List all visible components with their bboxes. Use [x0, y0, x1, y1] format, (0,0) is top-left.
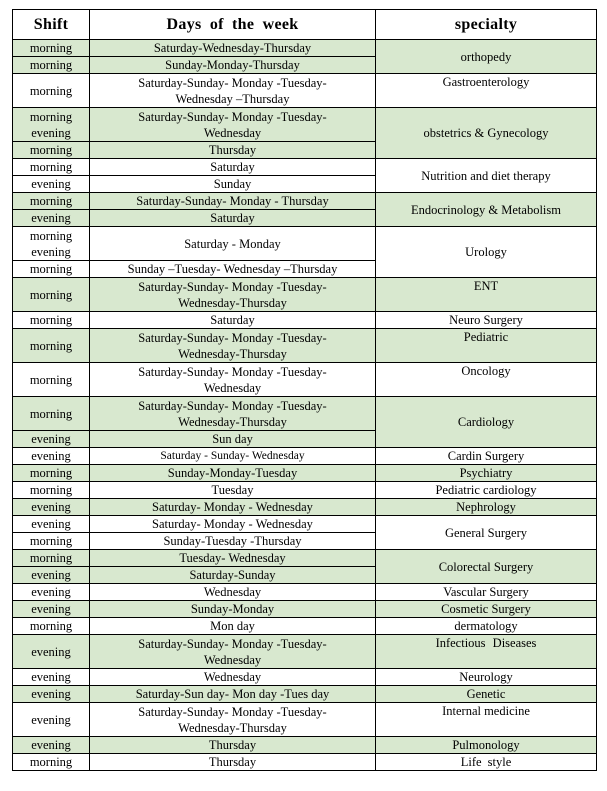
shift-cell: morning [13, 312, 90, 329]
shift-cell: morning [13, 261, 90, 278]
shift-cell: morning [13, 550, 90, 567]
days-cell: Saturday-Sunday- Monday - Thursday [90, 193, 376, 210]
table-row [13, 635, 597, 669]
specialty-cell: orthopedy [376, 40, 597, 74]
shift-cell: evening [13, 601, 90, 618]
days-cell: Sunday-Monday-Tuesday [90, 465, 376, 482]
days-cell: Saturday-Wednesday-Thursday [90, 40, 376, 57]
days-cell: Thursday [90, 737, 376, 754]
days-cell: Tuesday [90, 482, 376, 499]
specialty-cell: General Surgery [376, 516, 597, 550]
table-row [13, 448, 597, 465]
shift-cell: morning [13, 57, 90, 74]
days-cell: Sunday –Tuesday- Wednesday –Thursday [90, 261, 376, 278]
specialty-cell: Nutrition and diet therapy [376, 159, 597, 193]
shift-cell: morning [13, 618, 90, 635]
table-row [13, 329, 597, 363]
shift-cell: morning evening [13, 108, 90, 142]
table-row [13, 550, 597, 567]
specialty-cell: Pediatric [376, 329, 597, 363]
shift-cell: evening [13, 635, 90, 669]
shift-cell: evening [13, 737, 90, 754]
days-cell: Sunday-Monday [90, 601, 376, 618]
specialty-cell: Infectious Diseases [376, 635, 597, 669]
table-row [13, 465, 597, 482]
days-cell: Tuesday- Wednesday [90, 550, 376, 567]
days-cell: Saturday [90, 312, 376, 329]
shift-cell: evening [13, 499, 90, 516]
days-cell: Sunday-Tuesday -Thursday [90, 533, 376, 550]
specialty-cell: Pulmonology [376, 737, 597, 754]
specialty-cell: Psychiatry [376, 465, 597, 482]
days-cell: Saturday-Sunday- Monday -Tuesday-Wednesday-Thursday [90, 397, 376, 431]
shift-cell: morning [13, 40, 90, 57]
specialty-cell: Internal medicine [376, 703, 597, 737]
days-cell: Saturday-Sunday- Monday -Tuesday-Wednesday –Thursday [90, 74, 376, 108]
specialty-cell: Gastroenterology [376, 74, 597, 108]
shift-cell: evening [13, 516, 90, 533]
shift-cell: morning [13, 397, 90, 431]
days-cell: Saturday-Sunday [90, 567, 376, 584]
days-cell: Saturday - Sunday- Wednesday [90, 448, 376, 465]
shift-cell: evening [13, 448, 90, 465]
header-specialty: specialty [376, 10, 597, 40]
table-row [13, 686, 597, 703]
specialty-cell: Life style [376, 754, 597, 771]
shift-cell: evening [13, 567, 90, 584]
days-cell: Saturday-Sunday- Monday -Tuesday-Wednesday-Thursday [90, 329, 376, 363]
specialty-cell: Cardiology [376, 397, 597, 448]
specialty-cell: Cardin Surgery [376, 448, 597, 465]
days-cell: Wednesday [90, 669, 376, 686]
shift-cell: morning [13, 754, 90, 771]
shift-cell: evening [13, 431, 90, 448]
specialty-cell: dermatology [376, 618, 597, 635]
specialty-cell: Cosmetic Surgery [376, 601, 597, 618]
days-cell: Saturday-Sunday- Monday -Tuesday-Wednesday [90, 363, 376, 397]
days-cell: Saturday-Sunday- Monday -Tuesday-Wednesday [90, 108, 376, 142]
table-row [13, 737, 597, 754]
days-cell: Thursday [90, 754, 376, 771]
days-cell: Sun day [90, 431, 376, 448]
shift-cell: morning [13, 193, 90, 210]
shift-cell: morning [13, 329, 90, 363]
specialty-cell: Pediatric cardiology [376, 482, 597, 499]
shift-cell: morning [13, 482, 90, 499]
days-cell: Sunday [90, 176, 376, 193]
shift-cell: evening [13, 176, 90, 193]
days-cell: Saturday [90, 159, 376, 176]
table-row [13, 482, 597, 499]
table-row [13, 227, 597, 261]
table-row [13, 584, 597, 601]
table-row [13, 108, 597, 142]
shift-cell: morning evening [13, 227, 90, 261]
table-row [13, 159, 597, 176]
days-cell: Wednesday [90, 584, 376, 601]
header-row [13, 10, 597, 40]
days-cell: Saturday-Sunday- Monday -Tuesday-Wednesday-Thursday [90, 703, 376, 737]
shift-cell: evening [13, 210, 90, 227]
shift-cell: evening [13, 669, 90, 686]
shift-cell: morning [13, 74, 90, 108]
shift-cell: morning [13, 278, 90, 312]
table-row [13, 74, 597, 108]
days-cell: Mon day [90, 618, 376, 635]
table-row [13, 618, 597, 635]
table-row [13, 397, 597, 431]
shift-cell: morning [13, 363, 90, 397]
days-cell: Saturday - Monday [90, 227, 376, 261]
header-shift: Shift [13, 10, 90, 40]
shift-cell: evening [13, 703, 90, 737]
shift-cell: evening [13, 584, 90, 601]
days-cell: Thursday [90, 142, 376, 159]
shift-cell: morning [13, 142, 90, 159]
specialty-cell: Genetic [376, 686, 597, 703]
shift-cell: evening [13, 686, 90, 703]
days-cell: Sunday-Monday-Thursday [90, 57, 376, 74]
table-row [13, 363, 597, 397]
days-cell: Saturday-Sun day- Mon day -Tues day [90, 686, 376, 703]
specialty-cell: Urology [376, 227, 597, 278]
days-cell: Saturday-Sunday- Monday -Tuesday-Wednesday-Thursday [90, 278, 376, 312]
table-row [13, 754, 597, 771]
days-cell: Saturday- Monday - Wednesday [90, 516, 376, 533]
specialty-cell: Neurology [376, 669, 597, 686]
specialty-cell: obstetrics & Gynecology [376, 108, 597, 159]
specialty-cell: Endocrinology & Metabolism [376, 193, 597, 227]
table-row [13, 601, 597, 618]
schedule-table [12, 9, 597, 771]
specialty-cell: Neuro Surgery [376, 312, 597, 329]
table-row [13, 278, 597, 312]
table-row [13, 312, 597, 329]
days-cell: Saturday-Sunday- Monday -Tuesday-Wednesday [90, 635, 376, 669]
specialty-cell: Colorectal Surgery [376, 550, 597, 584]
table-row [13, 499, 597, 516]
specialty-cell: Oncology [376, 363, 597, 397]
table-row [13, 516, 597, 533]
shift-cell: morning [13, 159, 90, 176]
table-row [13, 669, 597, 686]
shift-cell: morning [13, 465, 90, 482]
specialty-cell: ENT [376, 278, 597, 312]
table-row [13, 193, 597, 210]
shift-cell: morning [13, 533, 90, 550]
header-days: Days of the week [90, 10, 376, 40]
specialty-cell: Vascular Surgery [376, 584, 597, 601]
table-row [13, 703, 597, 737]
specialty-cell: Nephrology [376, 499, 597, 516]
days-cell: Saturday [90, 210, 376, 227]
days-cell: Saturday- Monday - Wednesday [90, 499, 376, 516]
table-row [13, 40, 597, 57]
